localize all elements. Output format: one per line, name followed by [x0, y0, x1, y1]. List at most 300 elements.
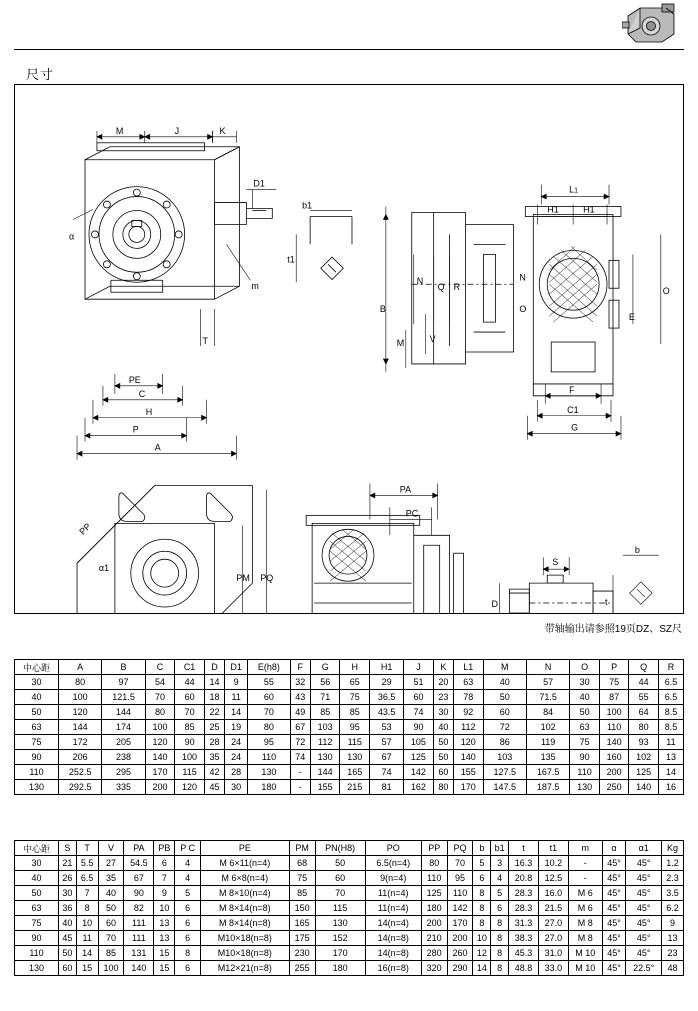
th2-4: PA — [124, 841, 154, 856]
dim1-cell-5-20: 13 — [658, 750, 683, 765]
dim2-cell-2-1: 30 — [59, 886, 77, 901]
dim2-cell-3-10: 11(n=4) — [365, 901, 421, 916]
svg-text:H1: H1 — [583, 204, 595, 215]
dim1-cell-4-5: 28 — [204, 735, 224, 750]
dimension-drawing-panel — [14, 84, 684, 614]
dim2-cell-6-0: 110 — [15, 946, 59, 961]
th-17: O — [570, 660, 600, 675]
th2-14: b1 — [491, 841, 509, 856]
dim2-cell-6-7: M10×18(n=8) — [200, 946, 289, 961]
dim2-cell-5-5: 13 — [154, 931, 175, 946]
dim2-cell-3-7: M 8×14(n=8) — [200, 901, 289, 916]
dim1-cell-5-14: 140 — [454, 750, 484, 765]
dim2-cell-1-3: 35 — [98, 871, 124, 886]
dim2-cell-7-17: M 10 — [568, 961, 602, 976]
dim1-cell-2-7: 70 — [248, 705, 290, 720]
th-6: D1 — [225, 660, 248, 675]
dim1-cell-7-13: 80 — [433, 780, 453, 795]
dim2-cell-6-12: 260 — [447, 946, 473, 961]
dim2-cell-5-20: 13 — [662, 931, 684, 946]
dim1-cell-7-1: 292.5 — [59, 780, 102, 795]
dim1-cell-6-3: 170 — [145, 765, 175, 780]
dim2-cell-1-7: M 6×8(n=4) — [200, 871, 289, 886]
th2-9: PN(H8) — [315, 841, 365, 856]
dim2-cell-1-1: 26 — [59, 871, 77, 886]
dim1-cell-2-12: 74 — [404, 705, 434, 720]
dim1-cell-0-14: 63 — [454, 675, 484, 690]
dim2-cell-7-12: 290 — [447, 961, 473, 976]
dim2-cell-2-11: 125 — [421, 886, 447, 901]
reference-note: 带轴输出请参照19页DZ、SZ尺 — [544, 624, 682, 635]
dim2-cell-4-12: 170 — [447, 916, 473, 931]
dim2-cell-3-0: 63 — [15, 901, 59, 916]
dim1-cell-4-7: 95 — [248, 735, 290, 750]
dim1-cell-5-10: 130 — [340, 750, 370, 765]
dim2-cell-6-17: M 10 — [568, 946, 602, 961]
dim2-cell-4-20: 9 — [662, 916, 684, 931]
dim1-cell-3-12: 90 — [404, 720, 434, 735]
th2-19: α1 — [626, 841, 662, 856]
dim2-cell-2-6: 5 — [175, 886, 201, 901]
dim2-cell-4-17: M 8 — [568, 916, 602, 931]
dim1-cell-1-10: 75 — [340, 690, 370, 705]
th-14: L1 — [454, 660, 484, 675]
dim2-cell-5-11: 210 — [421, 931, 447, 946]
table-header-row — [15, 841, 684, 856]
th-4: C1 — [175, 660, 205, 675]
dim1-cell-7-18: 250 — [599, 780, 629, 795]
svg-text:J: J — [174, 125, 180, 136]
dim1-cell-2-13: 30 — [433, 705, 453, 720]
dim2-cell-0-6: 4 — [175, 856, 201, 871]
dim2-cell-6-18: 45° — [602, 946, 626, 961]
dim1-cell-6-13: 60 — [433, 765, 453, 780]
dim1-cell-3-1: 144 — [59, 720, 102, 735]
th2-8: PM — [289, 841, 315, 856]
dim2-cell-3-12: 142 — [447, 901, 473, 916]
dim2-cell-5-16: 27.0 — [538, 931, 568, 946]
dim2-cell-0-14: 3 — [491, 856, 509, 871]
svg-text:O: O — [662, 286, 670, 297]
dim1-cell-6-5: 42 — [204, 765, 224, 780]
th2-12: PQ — [447, 841, 473, 856]
svg-text:M: M — [396, 338, 405, 349]
th-5: D — [204, 660, 224, 675]
dim1-cell-0-9: 56 — [310, 675, 340, 690]
dim2-cell-7-19: 22.5° — [626, 961, 662, 976]
dim2-cell-2-10: 11(n=4) — [365, 886, 421, 901]
dim2-cell-3-9: 115 — [315, 901, 365, 916]
dim1-cell-7-4: 120 — [175, 780, 205, 795]
dim2-cell-2-3: 40 — [98, 886, 124, 901]
svg-text:R: R — [453, 282, 461, 293]
dim1-cell-2-8: 49 — [290, 705, 310, 720]
dim1-cell-5-5: 35 — [204, 750, 224, 765]
dim1-cell-1-19: 55 — [629, 690, 659, 705]
dim2-cell-6-8: 230 — [289, 946, 315, 961]
dim1-cell-3-19: 80 — [629, 720, 659, 735]
dim2-cell-2-8: 85 — [289, 886, 315, 901]
dim2-cell-3-17: M 6 — [568, 901, 602, 916]
dim1-cell-1-16: 71.5 — [526, 690, 569, 705]
dim2-cell-6-13: 12 — [473, 946, 491, 961]
dim1-cell-5-8: 74 — [290, 750, 310, 765]
table-row — [15, 916, 684, 931]
dim1-cell-7-19: 140 — [629, 780, 659, 795]
dim1-cell-3-15: 72 — [483, 720, 526, 735]
dim1-cell-6-2: 295 — [102, 765, 145, 780]
dim1-cell-2-4: 70 — [175, 705, 205, 720]
dim2-cell-7-16: 33.0 — [538, 961, 568, 976]
dim1-cell-0-6: 9 — [225, 675, 248, 690]
dim2-cell-4-6: 6 — [175, 916, 201, 931]
dim2-cell-7-5: 15 — [154, 961, 175, 976]
dim2-cell-0-10: 6.5(n=4) — [365, 856, 421, 871]
dim1-cell-4-0: 75 — [15, 735, 59, 750]
dim1-cell-0-18: 75 — [599, 675, 629, 690]
dim1-cell-7-9: 155 — [310, 780, 340, 795]
svg-text:H: H — [145, 406, 153, 417]
svg-text:PQ: PQ — [260, 573, 274, 584]
svg-text:PA: PA — [399, 484, 412, 495]
dim1-cell-0-1: 80 — [59, 675, 102, 690]
table-row — [15, 871, 684, 886]
table-row — [15, 961, 684, 976]
dim1-cell-3-5: 25 — [204, 720, 224, 735]
dim1-cell-2-20: 8.5 — [658, 705, 683, 720]
dim1-cell-1-20: 6.5 — [658, 690, 683, 705]
dim2-cell-7-11: 320 — [421, 961, 447, 976]
dim2-cell-5-15: 38.3 — [509, 931, 539, 946]
dim1-cell-7-14: 170 — [454, 780, 484, 795]
dim1-cell-7-8: - — [290, 780, 310, 795]
dim2-cell-4-0: 75 — [15, 916, 59, 931]
dim1-cell-6-15: 127.5 — [483, 765, 526, 780]
dim2-cell-5-18: 45° — [602, 931, 626, 946]
dim2-cell-4-7: M 8×14(n=8) — [200, 916, 289, 931]
table-row — [15, 856, 684, 871]
dim2-cell-6-15: 45.3 — [509, 946, 539, 961]
dim2-cell-6-16: 31.0 — [538, 946, 568, 961]
dim2-cell-0-9: 50 — [315, 856, 365, 871]
dim1-cell-4-6: 24 — [225, 735, 248, 750]
dim2-cell-7-15: 48.8 — [509, 961, 539, 976]
dim1-cell-7-16: 187.5 — [526, 780, 569, 795]
dim1-cell-0-0: 30 — [15, 675, 59, 690]
dim1-cell-3-14: 112 — [454, 720, 484, 735]
dim2-cell-6-10: 14(n=8) — [365, 946, 421, 961]
svg-text:D1: D1 — [253, 178, 265, 189]
svg-text:V: V — [429, 334, 436, 345]
dim1-cell-4-3: 120 — [145, 735, 175, 750]
dim1-cell-5-7: 110 — [248, 750, 290, 765]
dim1-cell-2-16: 84 — [526, 705, 569, 720]
dim1-cell-6-16: 167.5 — [526, 765, 569, 780]
th-18: P — [599, 660, 629, 675]
dim1-cell-7-11: 81 — [370, 780, 404, 795]
dim2-cell-3-15: 28.3 — [509, 901, 539, 916]
dim1-cell-6-7: 130 — [248, 765, 290, 780]
dim1-cell-4-9: 112 — [310, 735, 340, 750]
dim1-cell-5-1: 206 — [59, 750, 102, 765]
dim1-cell-7-17: 130 — [570, 780, 600, 795]
dim1-cell-2-11: 43.5 — [370, 705, 404, 720]
dim1-cell-4-4: 90 — [175, 735, 205, 750]
dim2-cell-2-20: 3.5 — [662, 886, 684, 901]
dim2-cell-1-15: 20.8 — [509, 871, 539, 886]
table-row — [15, 886, 684, 901]
svg-text:N: N — [519, 272, 526, 283]
dim1-cell-0-11: 29 — [370, 675, 404, 690]
dim2-cell-2-4: 90 — [124, 886, 154, 901]
dim1-cell-5-19: 102 — [629, 750, 659, 765]
dim2-cell-5-12: 200 — [447, 931, 473, 946]
dim2-cell-1-14: 4 — [491, 871, 509, 886]
dim2-cell-1-4: 67 — [124, 871, 154, 886]
dim2-cell-2-0: 50 — [15, 886, 59, 901]
dim2-cell-3-13: 8 — [473, 901, 491, 916]
page-header — [0, 0, 698, 52]
dim1-cell-7-12: 162 — [404, 780, 434, 795]
dim1-cell-1-12: 60 — [404, 690, 434, 705]
dim2-cell-7-2: 15 — [76, 961, 98, 976]
dim1-cell-0-2: 97 — [102, 675, 145, 690]
dim2-cell-5-9: 152 — [315, 931, 365, 946]
dim2-cell-1-11: 110 — [421, 871, 447, 886]
dim2-cell-2-14: 5 — [491, 886, 509, 901]
dim1-cell-3-17: 63 — [570, 720, 600, 735]
dim1-cell-5-0: 90 — [15, 750, 59, 765]
dim1-cell-5-13: 50 — [433, 750, 453, 765]
svg-text:H1: H1 — [547, 204, 559, 215]
dim1-cell-0-8: 32 — [290, 675, 310, 690]
dim2-cell-0-5: 6 — [154, 856, 175, 871]
dim1-cell-0-5: 14 — [204, 675, 224, 690]
th-16: N — [526, 660, 569, 675]
dim1-cell-4-18: 140 — [599, 735, 629, 750]
dim2-cell-0-12: 70 — [447, 856, 473, 871]
th2-5: PB — [154, 841, 175, 856]
svg-text:E: E — [628, 312, 635, 323]
dim2-cell-4-4: 111 — [124, 916, 154, 931]
table-row — [15, 720, 684, 735]
dim2-cell-4-5: 13 — [154, 916, 175, 931]
dim2-cell-0-19: 45° — [626, 856, 662, 871]
dim1-cell-6-12: 142 — [404, 765, 434, 780]
svg-text:B: B — [379, 304, 386, 315]
dim1-cell-2-6: 14 — [225, 705, 248, 720]
dim1-cell-3-18: 110 — [599, 720, 629, 735]
dim1-cell-4-19: 93 — [629, 735, 659, 750]
dim2-cell-1-6: 4 — [175, 871, 201, 886]
dim2-cell-5-10: 14(n=8) — [365, 931, 421, 946]
dim2-cell-6-11: 280 — [421, 946, 447, 961]
dim2-cell-0-7: M 6×11(n=4) — [200, 856, 289, 871]
svg-text:PP: PP — [77, 521, 93, 537]
th2-7: PE — [200, 841, 289, 856]
svg-text:F: F — [569, 384, 575, 395]
svg-text:D: D — [491, 599, 498, 610]
th-9: G — [310, 660, 340, 675]
dim2-cell-0-15: 16.3 — [509, 856, 539, 871]
dim1-cell-7-7: 180 — [248, 780, 290, 795]
dim2-cell-7-10: 16(n=8) — [365, 961, 421, 976]
dim1-cell-2-0: 50 — [15, 705, 59, 720]
dim2-cell-4-16: 27.0 — [538, 916, 568, 931]
th2-1: S — [59, 841, 77, 856]
dim1-cell-1-8: 43 — [290, 690, 310, 705]
th2-18: α — [602, 841, 626, 856]
dim2-cell-3-18: 45° — [602, 901, 626, 916]
dim1-cell-0-7: 55 — [248, 675, 290, 690]
dim2-cell-7-6: 6 — [175, 961, 201, 976]
dim1-cell-3-8: 67 — [290, 720, 310, 735]
svg-text:b: b — [634, 545, 640, 556]
dim1-cell-1-13: 23 — [433, 690, 453, 705]
dim1-cell-3-11: 53 — [370, 720, 404, 735]
dim1-cell-7-6: 30 — [225, 780, 248, 795]
dim2-cell-2-7: M 8×10(n=4) — [200, 886, 289, 901]
dim2-cell-3-6: 6 — [175, 901, 201, 916]
dim2-cell-6-4: 131 — [124, 946, 154, 961]
dim2-cell-4-10: 14(n=4) — [365, 916, 421, 931]
dim1-cell-3-16: 102 — [526, 720, 569, 735]
dim2-cell-3-8: 150 — [289, 901, 315, 916]
dim1-cell-2-14: 92 — [454, 705, 484, 720]
dim2-cell-7-18: 45° — [602, 961, 626, 976]
dim2-cell-1-20: 2.3 — [662, 871, 684, 886]
dim2-cell-2-12: 110 — [447, 886, 473, 901]
page-title: 尺寸 — [26, 67, 55, 82]
dim2-cell-2-19: 45° — [626, 886, 662, 901]
dim1-cell-0-15: 40 — [483, 675, 526, 690]
dim2-cell-4-13: 8 — [473, 916, 491, 931]
svg-text:S: S — [552, 557, 559, 568]
header-divider — [14, 49, 684, 50]
dim1-cell-3-7: 80 — [248, 720, 290, 735]
dim2-cell-2-9: 70 — [315, 886, 365, 901]
dim2-cell-1-16: 12.5 — [538, 871, 568, 886]
svg-text:N: N — [416, 276, 424, 287]
dim1-cell-4-2: 205 — [102, 735, 145, 750]
dim1-cell-0-19: 44 — [629, 675, 659, 690]
dim2-cell-0-16: 10.2 — [538, 856, 568, 871]
dim1-cell-6-10: 165 — [340, 765, 370, 780]
svg-text:PM: PM — [236, 573, 250, 584]
dim1-cell-1-1: 100 — [59, 690, 102, 705]
svg-text:M: M — [115, 125, 124, 136]
dim2-cell-7-9: 180 — [315, 961, 365, 976]
dim2-cell-3-2: 8 — [76, 901, 98, 916]
dim2-cell-4-1: 40 — [59, 916, 77, 931]
dim2-cell-0-17: - — [568, 856, 602, 871]
th-11: H1 — [370, 660, 404, 675]
gearbox-product-icon — [622, 2, 682, 46]
dim1-cell-4-12: 105 — [404, 735, 434, 750]
dimension-table-1 — [14, 659, 684, 795]
dim1-cell-6-6: 28 — [225, 765, 248, 780]
dim1-cell-5-12: 125 — [404, 750, 434, 765]
dim2-cell-6-9: 170 — [315, 946, 365, 961]
dim2-cell-1-8: 75 — [289, 871, 315, 886]
dim1-cell-7-15: 147.5 — [483, 780, 526, 795]
dim2-cell-0-0: 30 — [15, 856, 59, 871]
svg-text:A: A — [154, 442, 161, 453]
dim2-cell-7-0: 130 — [15, 961, 59, 976]
dim1-cell-5-3: 140 — [145, 750, 175, 765]
dim1-cell-1-2: 121.5 — [102, 690, 145, 705]
table-header-row — [15, 660, 684, 675]
dim1-cell-0-10: 65 — [340, 675, 370, 690]
dim1-cell-1-11: 36.5 — [370, 690, 404, 705]
dim2-cell-7-4: 140 — [124, 961, 154, 976]
dim2-cell-1-5: 7 — [154, 871, 175, 886]
dim1-cell-4-15: 86 — [483, 735, 526, 750]
svg-text:PC: PC — [405, 508, 419, 519]
dim1-cell-3-0: 63 — [15, 720, 59, 735]
dim2-cell-0-3: 27 — [98, 856, 124, 871]
dim1-cell-7-10: 215 — [340, 780, 370, 795]
dim1-cell-4-16: 119 — [526, 735, 569, 750]
dim1-cell-6-0: 110 — [15, 765, 59, 780]
dim1-cell-1-9: 71 — [310, 690, 340, 705]
svg-text:PE: PE — [128, 374, 141, 385]
th-8: F — [290, 660, 310, 675]
dim2-cell-4-15: 31.3 — [509, 916, 539, 931]
dim2-cell-1-2: 6.5 — [76, 871, 98, 886]
dim1-cell-7-0: 130 — [15, 780, 59, 795]
svg-text:P: P — [132, 424, 139, 435]
dim2-cell-5-8: 175 — [289, 931, 315, 946]
dim2-cell-4-11: 200 — [421, 916, 447, 931]
th2-2: T — [76, 841, 98, 856]
dim1-cell-6-17: 110 — [570, 765, 600, 780]
dim2-cell-2-17: M 6 — [568, 886, 602, 901]
svg-text:O: O — [519, 304, 527, 315]
dim1-cell-5-16: 135 — [526, 750, 569, 765]
dim2-cell-6-19: 45° — [626, 946, 662, 961]
th-15: M — [483, 660, 526, 675]
dim1-cell-5-11: 67 — [370, 750, 404, 765]
th2-6: P C — [175, 841, 201, 856]
dim1-cell-4-11: 57 — [370, 735, 404, 750]
dim1-cell-3-20: 8.5 — [658, 720, 683, 735]
dim2-cell-6-5: 15 — [154, 946, 175, 961]
svg-text:α1: α1 — [98, 563, 110, 574]
dim1-cell-4-20: 11 — [658, 735, 683, 750]
th2-3: V — [98, 841, 124, 856]
dim1-cell-5-4: 100 — [175, 750, 205, 765]
dim2-cell-0-13: 5 — [473, 856, 491, 871]
dim2-cell-5-7: M10×18(n=8) — [200, 931, 289, 946]
dim2-cell-1-12: 95 — [447, 871, 473, 886]
technical-drawing — [15, 85, 683, 613]
th-19: Q — [629, 660, 659, 675]
dim2-cell-3-11: 180 — [421, 901, 447, 916]
dim1-cell-5-18: 160 — [599, 750, 629, 765]
dim1-cell-4-14: 120 — [454, 735, 484, 750]
th2-20: Kg — [662, 841, 684, 856]
dim1-cell-0-20: 6.5 — [658, 675, 683, 690]
dim2-cell-6-1: 50 — [59, 946, 77, 961]
svg-text:Q: Q — [437, 282, 445, 293]
table-row — [15, 750, 684, 765]
dim2-cell-4-18: 45° — [602, 916, 626, 931]
dim2-cell-0-4: 54.5 — [124, 856, 154, 871]
dim1-cell-3-13: 40 — [433, 720, 453, 735]
dim1-cell-1-5: 18 — [204, 690, 224, 705]
dim2-cell-6-3: 85 — [98, 946, 124, 961]
